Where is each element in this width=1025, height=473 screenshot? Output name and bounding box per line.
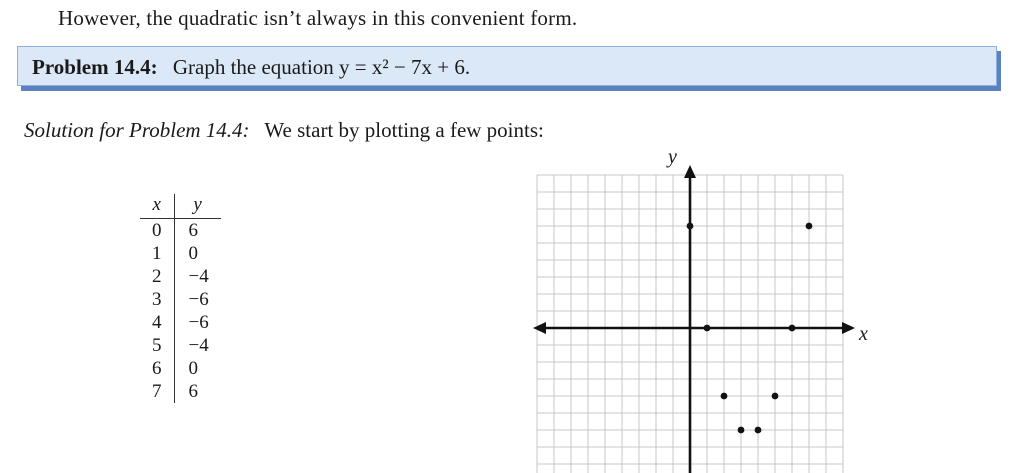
table-row (140, 242, 221, 265)
solution-line (24, 118, 544, 143)
data-point (789, 325, 796, 332)
table-cell-y: 6 (188, 381, 198, 402)
table-row (140, 265, 221, 288)
intro-text: However, the quadratic isn’t always in this convenient form. (58, 6, 578, 30)
coordinate-graph (525, 146, 868, 470)
table-row (140, 311, 221, 334)
data-point (755, 427, 762, 434)
table-header-row (140, 194, 221, 219)
table-cell-x: 0 (140, 219, 174, 243)
problem-box (17, 46, 997, 86)
table-cell-x: 4 (140, 311, 174, 334)
table-cell-y: −6 (188, 289, 209, 310)
table-cell-y: 6 (188, 220, 198, 241)
y-axis-label: y (668, 146, 677, 168)
table-cell-y: −4 (188, 335, 209, 356)
data-point (772, 393, 779, 400)
table-row (140, 357, 221, 380)
table-row (140, 380, 221, 403)
data-point (738, 427, 745, 434)
table-header-y: y (174, 194, 221, 219)
table-cell-x: 6 (140, 357, 174, 380)
table-cell-x: 2 (140, 265, 174, 288)
table-cell-x: 7 (140, 380, 174, 403)
table-cell-x: 3 (140, 288, 174, 311)
solution-text: We start by plotting a few points: (264, 118, 544, 142)
problem-label: Problem 14.4: (32, 55, 158, 79)
table-cell-x: 5 (140, 334, 174, 357)
problem-statement (32, 55, 470, 80)
table-cell-y: 0 (188, 243, 198, 264)
data-point (806, 223, 813, 230)
table-header-x: x (140, 194, 174, 219)
table-row (140, 219, 221, 243)
table-row (140, 288, 221, 311)
table-row (140, 334, 221, 357)
data-point (687, 223, 694, 230)
table-cell-x: 1 (140, 242, 174, 265)
y-axis-arrow-up (684, 165, 696, 178)
problem-text: Graph the equation y = x² − 7x + 6. (172, 55, 471, 79)
x-axis-arrow-left (533, 322, 546, 334)
table-cell-y: −4 (188, 266, 209, 287)
table-cell-y: 0 (188, 358, 198, 379)
data-point (721, 393, 728, 400)
graph-axes (533, 165, 855, 473)
table-cell-y: −6 (188, 312, 209, 333)
x-axis-label: x (859, 323, 868, 345)
x-axis-arrow-right (842, 322, 855, 334)
values-table (140, 194, 221, 403)
values-table-wrap (140, 194, 221, 403)
solution-label: Solution for Problem 14.4: (24, 118, 250, 142)
data-point (704, 325, 711, 332)
